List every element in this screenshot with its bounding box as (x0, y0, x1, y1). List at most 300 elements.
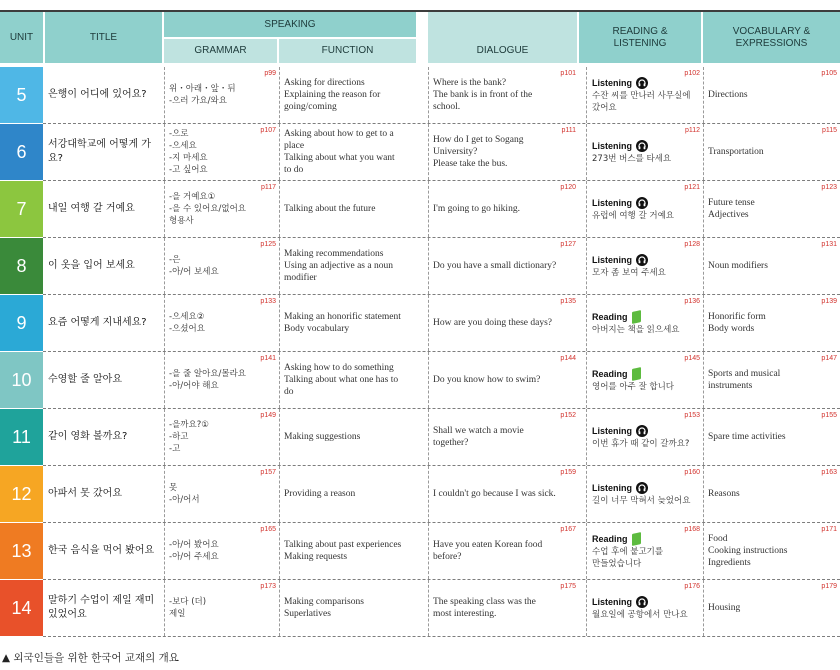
cell-grammar (164, 124, 279, 180)
vocab-content (708, 295, 836, 351)
cell-dialogue (428, 238, 579, 294)
cell-function (279, 238, 416, 294)
dialogue-line: most interesting. (433, 609, 497, 619)
function-line: Making suggestions (284, 432, 361, 442)
grammar-line: 못 (169, 483, 178, 493)
skill-text-line: 수업 후에 붙고기를 (592, 546, 664, 557)
column-divider (164, 181, 165, 237)
column-divider (164, 466, 165, 522)
cell-grammar (164, 580, 279, 636)
dialogue-content (433, 580, 575, 636)
page-reference: p117 (260, 184, 276, 191)
column-divider (428, 409, 429, 465)
dialogue-content (433, 352, 575, 408)
function-line: Asking about how to get to a (284, 129, 394, 139)
unit-number: 9 (0, 295, 43, 351)
cell-vocab (703, 181, 840, 237)
grammar-line: -지 마세요 (169, 153, 208, 163)
column-divider (586, 295, 587, 351)
page-reference: p157 (260, 469, 276, 476)
function-line: Asking how to do something (284, 363, 394, 373)
headphones-icon (636, 254, 648, 266)
dialogue-line: before? (433, 552, 462, 562)
function-content (284, 580, 412, 636)
page-reference: p131 (821, 241, 837, 248)
page-reference: p123 (821, 184, 837, 191)
column-divider (586, 409, 587, 465)
unit-title: 은행이 어디에 있어요? (48, 89, 147, 100)
column-divider (279, 238, 280, 294)
vocab-line: Housing (708, 603, 741, 613)
cell-grammar (164, 409, 279, 465)
vocab-line: instruments (708, 381, 753, 391)
dialogue-content (433, 181, 575, 237)
vocab-content (708, 124, 836, 180)
cell-function (279, 295, 416, 351)
function-line: Asking for directions (284, 78, 365, 88)
grammar-line: -을까요?① (169, 420, 209, 430)
page-reference: p147 (821, 355, 837, 362)
page-reference: p125 (260, 241, 276, 248)
rl-content (592, 523, 699, 579)
header-reading-listening-label: READING & LISTENING (612, 25, 668, 49)
grammar-content (169, 352, 275, 408)
dialogue-content (433, 67, 575, 123)
page-reference: p133 (260, 298, 276, 305)
rl-content (592, 466, 699, 522)
skill-label-text: Listening (592, 197, 632, 208)
row-divider (43, 636, 840, 637)
vocab-content (708, 523, 836, 579)
cell-function (279, 466, 416, 522)
grammar-content (169, 124, 275, 180)
grammar-line: -고 (169, 444, 181, 454)
grammar-content (169, 466, 275, 522)
page-reference: p160 (684, 469, 700, 476)
cell-rl (586, 181, 703, 237)
page-reference: p167 (560, 526, 576, 533)
column-divider (428, 523, 429, 579)
unit-title: 같이 영화 볼까요? (48, 431, 128, 442)
grammar-content (169, 181, 275, 237)
unit-number: 5 (0, 67, 43, 123)
header-vocabulary-label: VOCABULARY & EXPRESSIONS (732, 25, 811, 49)
dialogue-line: The bank is in front of the (433, 90, 533, 100)
unit-number: 8 (0, 238, 43, 294)
cell-title (43, 409, 163, 465)
skill-text-line: 갔어요 (592, 102, 617, 113)
function-line: modifier (284, 273, 317, 283)
grammar-line: -보다 (더) (169, 597, 207, 607)
unit-number: 11 (0, 409, 43, 465)
unit-title: 요즘 어떻게 지내세요? (48, 317, 147, 328)
grammar-line: 제일 (169, 609, 186, 619)
column-divider (703, 124, 704, 180)
cell-rl (586, 238, 703, 294)
header-function-label: FUNCTION (321, 45, 374, 56)
function-line: Providing a reason (284, 489, 356, 499)
dialogue-line: Please take the bus. (433, 159, 508, 169)
cell-rl (586, 67, 703, 123)
skill-label (592, 596, 699, 609)
cell-dialogue (428, 67, 579, 123)
header-speaking-label: SPEAKING (264, 18, 316, 30)
function-line: Talking about what you want (284, 153, 395, 163)
column-divider (586, 181, 587, 237)
page-reference: p153 (684, 412, 700, 419)
column-divider (703, 295, 704, 351)
unit-title: 아파서 못 갔어요 (48, 488, 122, 499)
skill-label (592, 197, 699, 210)
vocab-line: Body words (708, 324, 755, 334)
dialogue-content (433, 295, 575, 351)
dialogue-content (433, 409, 575, 465)
cell-rl (586, 580, 703, 636)
page-reference: p163 (821, 469, 837, 476)
header-grammar-label: GRAMMAR (194, 45, 247, 56)
skill-label-text: Reading (592, 368, 628, 379)
title-content (48, 409, 159, 465)
page-reference: p155 (821, 412, 837, 419)
column-divider (279, 523, 280, 579)
skill-label (592, 254, 699, 267)
cell-rl (586, 295, 703, 351)
grammar-line: 형용사 (169, 216, 194, 226)
header-vocabulary (703, 12, 840, 63)
dialogue-line: school. (433, 102, 461, 112)
column-divider (586, 352, 587, 408)
column-divider (586, 523, 587, 579)
page-reference: p101 (560, 70, 576, 77)
title-content (48, 295, 159, 351)
cell-vocab (703, 238, 840, 294)
column-divider (279, 67, 280, 123)
column-divider (428, 124, 429, 180)
vocab-line: Adjectives (708, 210, 749, 220)
rl-content (592, 352, 699, 408)
headphones-icon (636, 197, 648, 209)
skill-text-line: 수잔 씨를 만나러 사무실에 (592, 90, 691, 101)
page-reference: p168 (684, 526, 700, 533)
page-reference: p105 (821, 70, 837, 77)
skill-text-line: 영어를 아주 잘 합니다 (592, 381, 675, 392)
vocab-content (708, 238, 836, 294)
headphones-icon (636, 596, 648, 608)
cell-grammar (164, 523, 279, 579)
function-content (284, 124, 412, 180)
dialogue-content (433, 466, 575, 522)
page-reference: p112 (684, 127, 700, 134)
function-content (284, 238, 412, 294)
page-reference: p171 (821, 526, 837, 533)
vocab-line: Honorific form (708, 312, 766, 322)
column-divider (428, 352, 429, 408)
book-icon (632, 311, 641, 323)
vocab-line: Food (708, 534, 728, 544)
table-row (0, 238, 840, 295)
cell-vocab (703, 67, 840, 123)
grammar-line: -으러 가요/와요 (169, 96, 227, 106)
table-row (0, 181, 840, 238)
function-line: Making an honorific statement (284, 312, 401, 322)
page-reference: p127 (560, 241, 576, 248)
header-reading-listening (579, 12, 701, 63)
unit-title: 한국 음식을 먹어 봤어요 (48, 545, 155, 556)
cell-vocab (703, 580, 840, 636)
grammar-content (169, 238, 275, 294)
cell-function (279, 580, 416, 636)
grammar-line: -아/어 봤어요 (169, 540, 219, 550)
function-line: Superlatives (284, 609, 331, 619)
function-line: Talking about what one has to (284, 375, 399, 385)
skill-label-text: Listening (592, 254, 632, 265)
skill-label (592, 482, 699, 495)
unit-number: 6 (0, 124, 43, 180)
skill-text-line: 월요일에 공항에서 만나요 (592, 609, 688, 620)
dialogue-line: University? (433, 147, 478, 157)
title-content (48, 181, 159, 237)
rl-content (592, 295, 699, 351)
figure-caption: ▲ 외국인들을 위한 한국어 교재의 개요 (2, 652, 179, 664)
header-title (45, 12, 162, 63)
dialogue-line: Do you know how to swim? (433, 375, 541, 385)
cell-rl (586, 124, 703, 180)
page-reference: p121 (684, 184, 700, 191)
cell-function (279, 352, 416, 408)
page-reference: p102 (684, 70, 700, 77)
cell-title (43, 295, 163, 351)
skill-label-text: Listening (592, 482, 632, 493)
function-line: Making requests (284, 552, 348, 562)
column-divider (164, 352, 165, 408)
column-divider (703, 352, 704, 408)
column-divider (703, 580, 704, 636)
function-content (284, 466, 412, 522)
cell-grammar (164, 466, 279, 522)
header-unit-label: UNIT (9, 31, 34, 43)
cell-dialogue (428, 181, 579, 237)
rl-content (592, 181, 699, 237)
table-row (0, 124, 840, 181)
page-reference: p175 (560, 583, 576, 590)
function-line: Making comparisons (284, 597, 364, 607)
dialogue-line: The speaking class was the (433, 597, 536, 607)
page-reference: p173 (260, 583, 276, 590)
function-content (284, 181, 412, 237)
skill-label (592, 140, 699, 153)
skill-text-line: 모자 좀 보여 주세요 (592, 267, 666, 278)
cell-dialogue (428, 124, 579, 180)
vocab-line: Ingredients (708, 558, 751, 568)
table-row (0, 466, 840, 523)
column-divider (428, 580, 429, 636)
column-divider (428, 238, 429, 294)
function-line: Explaining the reason for (284, 90, 381, 100)
cell-rl (586, 466, 703, 522)
grammar-content (169, 67, 275, 123)
unit-title: 말하기 수업이 제일 재미있었어요 (48, 595, 155, 620)
cell-rl (586, 523, 703, 579)
table-row (0, 523, 840, 580)
header-speaking (164, 12, 416, 37)
skill-text-line: 길이 너무 막혀서 늦었어요 (592, 495, 691, 506)
page-reference: p115 (821, 127, 837, 134)
unit-number: 12 (0, 466, 43, 522)
book-icon (632, 368, 641, 380)
cell-rl (586, 352, 703, 408)
cell-grammar (164, 238, 279, 294)
vocab-content (708, 580, 836, 636)
dialogue-line: Do you have a small dictionary? (433, 261, 557, 271)
column-divider (164, 238, 165, 294)
cell-function (279, 523, 416, 579)
page-reference: p165 (260, 526, 276, 533)
headphones-icon (636, 425, 648, 437)
skill-label (592, 77, 699, 90)
grammar-line: 위・아래・앞・뒤 (169, 84, 236, 94)
column-divider (586, 466, 587, 522)
title-content (48, 67, 159, 123)
grammar-line: -고 싶어요 (169, 165, 208, 175)
function-line: Talking about past experiences (284, 540, 402, 550)
column-divider (279, 181, 280, 237)
skill-label-text: Listening (592, 596, 632, 607)
skill-label (592, 425, 699, 438)
grammar-line: -으세요② (169, 312, 205, 322)
page-reference: p139 (821, 298, 837, 305)
column-divider (279, 466, 280, 522)
vocab-line: Sports and musical (708, 369, 781, 379)
cell-title (43, 352, 163, 408)
skill-text-line: 만들었습니다 (592, 558, 642, 569)
grammar-line: -은 (169, 255, 181, 265)
column-divider (586, 124, 587, 180)
function-content (284, 523, 412, 579)
skill-label (592, 368, 699, 381)
skill-label (592, 533, 699, 546)
dialogue-line: How are you doing these days? (433, 318, 552, 328)
grammar-line: -으로 (169, 129, 189, 139)
table-row (0, 409, 840, 466)
function-line: place (284, 141, 305, 151)
column-divider (164, 523, 165, 579)
cell-dialogue (428, 352, 579, 408)
rl-content (592, 124, 699, 180)
cell-dialogue (428, 466, 579, 522)
column-divider (428, 181, 429, 237)
cell-function (279, 124, 416, 180)
cell-dialogue (428, 580, 579, 636)
page-reference: p136 (684, 298, 700, 305)
dialogue-line: together? (433, 438, 469, 448)
cell-dialogue (428, 409, 579, 465)
grammar-line: -으세요 (169, 141, 197, 151)
column-divider (586, 238, 587, 294)
cell-grammar (164, 181, 279, 237)
page-reference: p135 (560, 298, 576, 305)
grammar-line: -으셨어요 (169, 324, 205, 334)
function-content (284, 352, 412, 408)
grammar-line: -을 수 있어요/없어요 (169, 204, 247, 214)
cell-vocab (703, 409, 840, 465)
dialogue-line: Shall we watch a movie (433, 426, 524, 436)
cell-function (279, 409, 416, 465)
skill-text-line: 유럽에 여행 갈 거예요 (592, 210, 675, 221)
function-content (284, 67, 412, 123)
header-function (279, 39, 416, 63)
skill-label-text: Listening (592, 140, 632, 151)
cell-grammar (164, 352, 279, 408)
column-divider (279, 124, 280, 180)
skill-label-text: Reading (592, 533, 628, 544)
function-line: going/coming (284, 102, 337, 112)
function-line: Talking about the future (284, 204, 376, 214)
cell-vocab (703, 295, 840, 351)
column-divider (703, 238, 704, 294)
page-reference: p111 (561, 127, 576, 134)
dialogue-line: Where is the bank? (433, 78, 507, 88)
title-content (48, 580, 159, 636)
cell-grammar (164, 67, 279, 123)
column-divider (428, 466, 429, 522)
headphones-icon (636, 77, 648, 89)
table-row (0, 295, 840, 352)
skill-label-text: Reading (592, 311, 628, 322)
cell-title (43, 124, 163, 180)
vocab-content (708, 67, 836, 123)
page-reference: p107 (260, 127, 276, 134)
column-divider (279, 352, 280, 408)
column-divider (164, 409, 165, 465)
vocab-line: Cooking instructions (708, 546, 788, 556)
cell-rl (586, 409, 703, 465)
header-dialogue-label: DIALOGUE (476, 45, 529, 56)
book-icon (632, 533, 641, 545)
cell-vocab (703, 466, 840, 522)
title-content (48, 466, 159, 522)
page-reference: p141 (260, 355, 276, 362)
vocab-line: Future tense (708, 198, 755, 208)
headphones-icon (636, 140, 648, 152)
cell-vocab (703, 124, 840, 180)
unit-number: 14 (0, 580, 43, 636)
function-line: Using an adjective as a noun (284, 261, 393, 271)
column-divider (164, 295, 165, 351)
unit-number: 10 (0, 352, 43, 408)
cell-grammar (164, 295, 279, 351)
column-divider (164, 124, 165, 180)
function-line: Making recommendations (284, 249, 384, 259)
dialogue-line: Have you eaten Korean food (433, 540, 543, 550)
vocab-line: Directions (708, 90, 748, 100)
table-row (0, 67, 840, 124)
unit-number: 7 (0, 181, 43, 237)
page-reference: p120 (560, 184, 576, 191)
column-divider (428, 295, 429, 351)
rl-content (592, 67, 699, 123)
grammar-line: -아/어 주세요 (169, 552, 219, 562)
cell-vocab (703, 523, 840, 579)
headphones-icon (636, 482, 648, 494)
vocab-content (708, 352, 836, 408)
column-divider (279, 295, 280, 351)
unit-title: 이 옷을 입어 보세요 (48, 260, 135, 271)
title-content (48, 523, 159, 579)
vocab-content (708, 181, 836, 237)
column-divider (703, 409, 704, 465)
vocab-content (708, 466, 836, 522)
cell-title (43, 580, 163, 636)
